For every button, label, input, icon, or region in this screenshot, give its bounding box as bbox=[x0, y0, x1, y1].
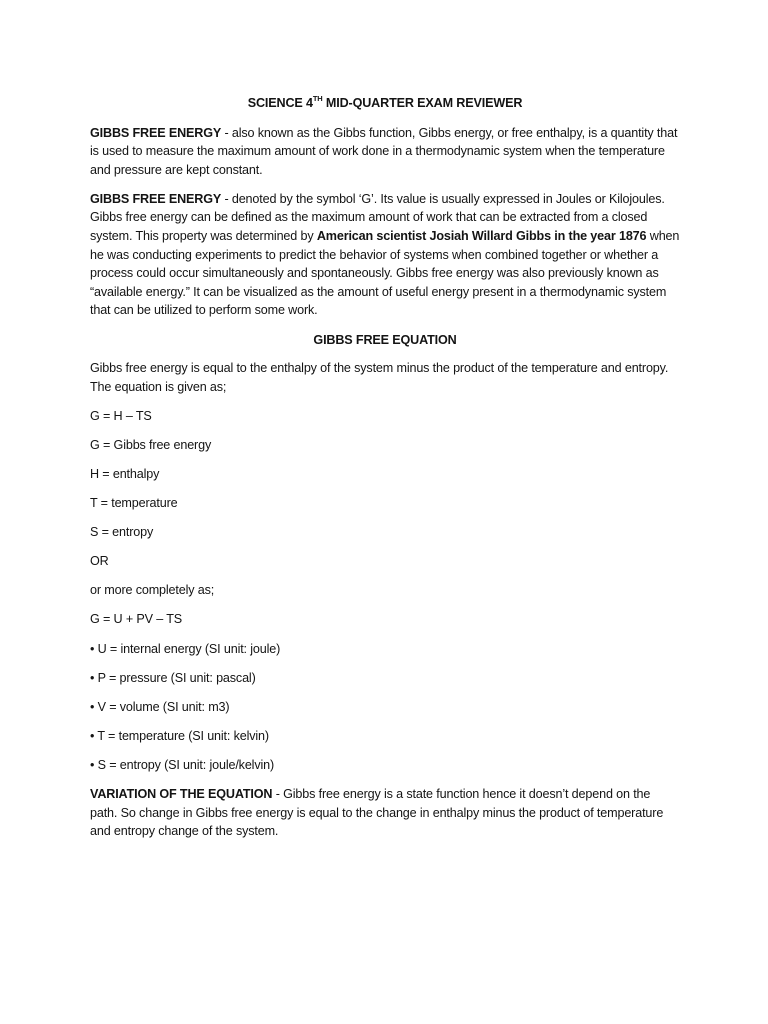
or-more-completely: or more completely as; bbox=[90, 583, 215, 598]
equation-basic: G = H – TS bbox=[90, 408, 152, 423]
paragraph-text: when he was conducting experiments to predict the behavior of systems when combined together or whether a process could occur simultaneously and spontaneously. Gibbs free energy was also previously known as “available energy.” It can be visualized as the amount of useful energy present in a thermodynamic system that can be utilized to perform some work. bbox=[90, 229, 680, 318]
definition-h: H = enthalpy bbox=[90, 467, 160, 481]
term-gibbs-free-energy: GIBBS FREE ENERGY bbox=[90, 125, 222, 140]
bullet-item: • T = temperature (SI unit: kelvin) bbox=[90, 728, 269, 743]
emphasis-gibbs-1876: American scientist Josiah Willard Gibbs in the year 1876 bbox=[316, 229, 647, 244]
definition-s: S = entropy bbox=[90, 525, 154, 540]
bullet-item: • S = entropy (SI unit: joule/kelvin) bbox=[90, 757, 275, 772]
document-title bbox=[90, 94, 680, 113]
bullet-item: • U = internal energy (SI unit: joule) bbox=[90, 641, 281, 656]
paragraph-text: - Gibbs free energy is a state function hence it doesn’t depend on the path. So change in Gibbs free energy is equal to the change in enthalpy minus the product of temperature and entropy change of the system. bbox=[90, 787, 664, 839]
paragraph-variation bbox=[90, 785, 680, 841]
bullet-item: • V = volume (SI unit: m3) bbox=[90, 699, 230, 714]
equation-complete: G = U + PV – TS bbox=[90, 612, 183, 627]
document-page bbox=[90, 94, 680, 851]
paragraph-definition bbox=[90, 124, 680, 180]
paragraph-text: - denoted by the symbol ‘G’. Its value is usually expressed in Joules or Kilojoules. Gibbs free energy can be defined as the maximum amount of work that can be extracted from a closed system. This property was determined by bbox=[90, 191, 665, 244]
paragraph-symbol bbox=[90, 190, 680, 320]
title-text: SCIENCE 4 bbox=[247, 96, 313, 110]
title-text-rest: MID-QUARTER EXAM REVIEWER bbox=[322, 96, 523, 110]
section-heading-equation: GIBBS FREE EQUATION bbox=[313, 332, 457, 347]
bullet-item: • P = pressure (SI unit: pascal) bbox=[90, 670, 256, 685]
definition-t: T = temperature bbox=[90, 496, 178, 511]
definition-g: G = Gibbs free energy bbox=[90, 437, 212, 452]
title-superscript: TH bbox=[312, 93, 323, 103]
paragraph-equation-intro: Gibbs free energy is equal to the enthalpy of the system minus the product of the temperature and entropy. The equation is given as; bbox=[90, 361, 669, 394]
paragraph-text: - also known as the Gibbs function, Gibbs energy, or free enthalpy, is a quantity that is used to measure the maximum amount of work done in a thermodynamic system when the temperature and pressure are kept constant. bbox=[90, 125, 678, 177]
or-separator: OR bbox=[90, 554, 109, 569]
term-variation: VARIATION OF THE EQUATION bbox=[90, 787, 273, 802]
term-gibbs-free-energy: GIBBS FREE ENERGY bbox=[90, 191, 222, 206]
